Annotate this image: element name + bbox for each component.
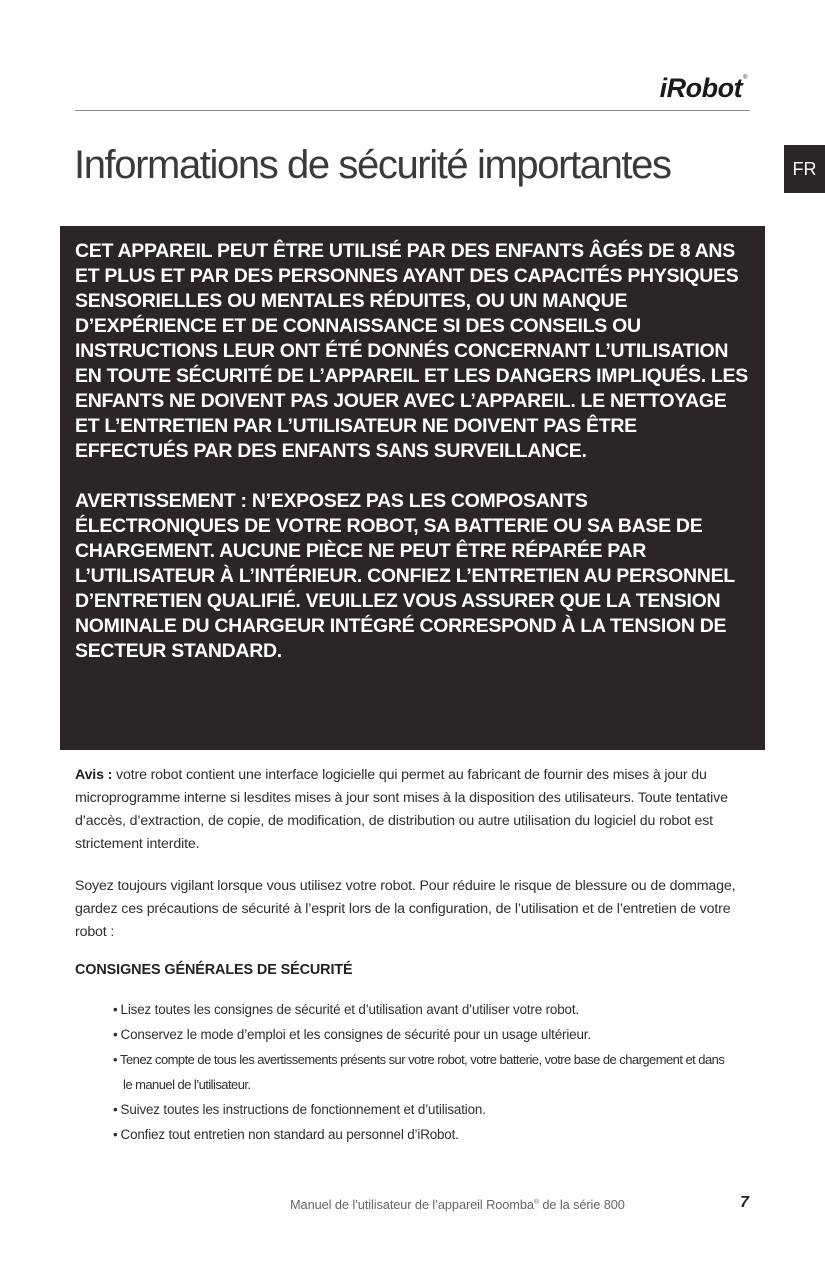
page-title: Informations de sécurité importantes xyxy=(74,143,671,187)
bullet-icon: • xyxy=(113,1002,118,1017)
footer-manual-title: Manuel de l’utilisateur de l’appareil Roomba® de la série 800 xyxy=(290,1197,625,1212)
intro-paragraph: Soyez toujours vigilant lorsque vous utilisez votre robot. Pour réduire le risque de blessure ou de dommage, gardez ces précautions de sécurité à l’esprit lors de la configuration, de l’utilisation et de l’entretien de votre robot : xyxy=(75,878,736,940)
brand-name: iRobot xyxy=(659,73,743,103)
language-tab: FR xyxy=(784,145,825,193)
bullet-icon: • xyxy=(113,1127,118,1142)
page-number: 7 xyxy=(740,1194,749,1211)
brand-registered-mark: ® xyxy=(743,75,747,81)
safety-instructions-list xyxy=(113,997,733,1147)
bullet-icon: • xyxy=(113,1102,118,1117)
list-item: • Conservez le mode d’emploi et les consignes de sécurité pour un usage ultérieur. xyxy=(113,1027,591,1042)
header-divider xyxy=(75,110,750,111)
section-heading: CONSIGNES GÉNÉRALES DE SÉCURITÉ xyxy=(75,962,353,978)
warning-paragraph-children: CET APPAREIL PEUT ÊTRE UTILISÉ PAR DES ENFANTS ÂGÉS DE 8 ANS ET PLUS ET PAR DES PERSONNES AYANT DES CAPACITÉS PHYSIQUES SENSORIELLES OU MENTALES RÉDUITES, OU UN MANQUE D’EXPÉRIENCE ET DE CONNAISSANCE SI DES CONSEILS OU INSTRUCTIONS LEUR ONT ÉTÉ DONNÉS CONCERNANT L’UTILISATION EN TOUTE SÉCURITÉ DE L’APPAREIL ET LES DANGERS IMPLIQUÉS. LES ENFANTS NE DOIVENT PAS JOUER AVEC L’APPAREIL. LE NETTOYAGE ET L’ENTRETIEN PAR L’UTILISATEUR NE DOIVENT PAS ÊTRE EFFECTUÉS PAR DES ENFANTS SANS SURVEILLANCE. xyxy=(75,240,748,462)
bullet-icon: • xyxy=(113,1052,118,1067)
notice-label: Avis : xyxy=(75,767,113,783)
bullet-icon: • xyxy=(113,1027,118,1042)
list-item: • Lisez toutes les consignes de sécurité et d’utilisation avant d’utiliser votre robot. xyxy=(113,1002,579,1017)
irobot-logo xyxy=(660,73,747,104)
list-item: • Tenez compte de tous les avertissements présents sur votre robot, votre batterie, votre base de chargement et dans le manuel de l’utilisateur. xyxy=(113,1052,725,1092)
list-item: • Suivez toutes les instructions de fonctionnement et d’utilisation. xyxy=(113,1102,486,1117)
warning-paragraph-electrical: AVERTISSEMENT : N’EXPOSEZ PAS LES COMPOSANTS ÉLECTRONIQUES DE VOTRE ROBOT, SA BATTERIE OU SA BASE DE CHARGEMENT. AUCUNE PIÈCE NE PEUT ÊTRE RÉPARÉE PAR L’UTILISATEUR À L’INTÉRIEUR. CONFIEZ L’ENTRETIEN AU PERSONNEL D’ENTRETIEN QUALIFIÉ. VEUILLEZ VOUS ASSURER QUE LA TENSION NOMINALE DU CHARGEUR INTÉGRÉ CORRESPOND À LA TENSION DE SECTEUR STANDARD. xyxy=(75,490,735,662)
list-item: • Confiez tout entretien non standard au personnel d’iRobot. xyxy=(113,1127,459,1142)
notice-text: votre robot contient une interface logicielle qui permet au fabricant de fournir des mises à jour du microprogramme interne si lesdites mises à jour sont mises à la disposition des utilisateurs. Toute tentative d’accès, d’extraction, de copie, de modification, de distribution ou autre utilisation du logiciel du robot est strictement interdite. xyxy=(75,767,728,852)
software-notice xyxy=(75,764,755,856)
registered-mark: ® xyxy=(533,1199,539,1206)
warning-box xyxy=(60,226,765,750)
